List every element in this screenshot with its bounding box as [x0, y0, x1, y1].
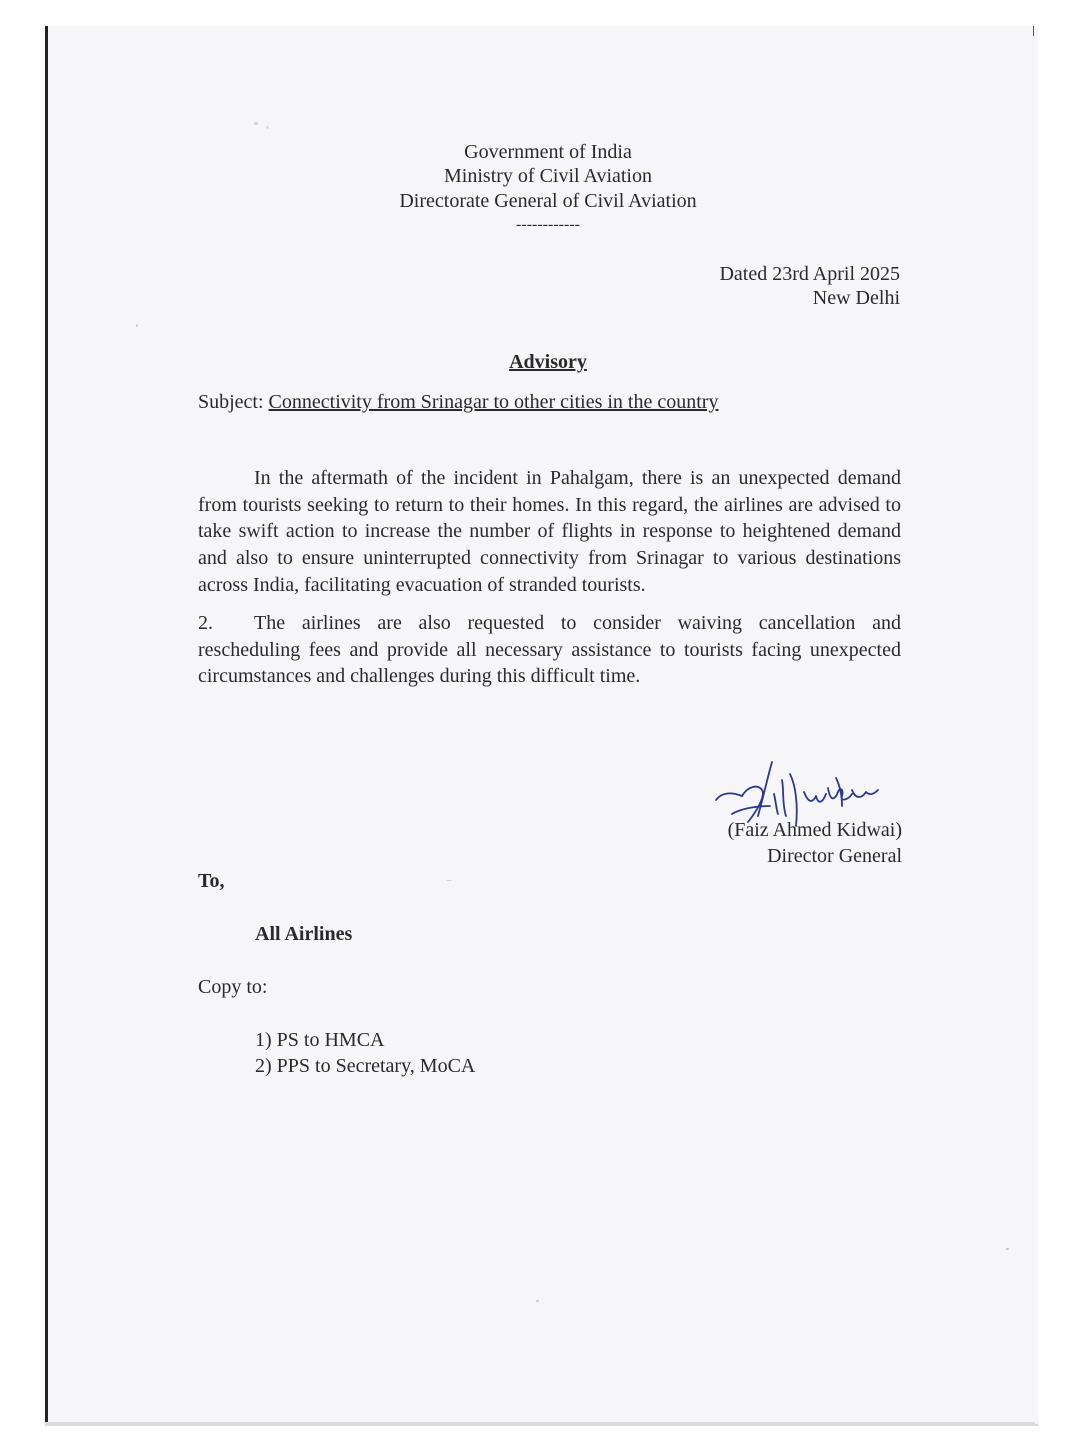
- header-directorate: Directorate General of Civil Aviation: [399, 190, 697, 212]
- scan-speck: [254, 122, 258, 125]
- document-date: Dated 23rd April 2025: [719, 263, 900, 285]
- scan-speck: [266, 126, 269, 129]
- subject-text: Connectivity from Srinagar to other cities in the country: [268, 391, 719, 413]
- paragraph-2-number: 2.: [198, 612, 213, 634]
- page-edge-mark: [1033, 26, 1034, 36]
- header-separator: ------------: [516, 216, 580, 233]
- scan-speck: [1006, 1248, 1009, 1250]
- copy-to-label: Copy to:: [198, 976, 268, 998]
- document-title: Advisory: [509, 351, 587, 373]
- signatory-name: (Faiz Ahmed Kidwai): [727, 819, 902, 841]
- document-place: New Delhi: [812, 287, 900, 309]
- page-bottom-edge: [45, 1422, 1035, 1426]
- paragraph-2: [198, 610, 901, 690]
- paragraph-1: In the aftermath of the incident in Pahalgam, there is an unexpected demand from tourists seeking to return to their homes. In this regard, the airlines are advised to take swift action to increase the number of flights in response to heightened demand and also to ensure uninterrupted connectivity from Srinagar to various destinations across India, facilitating evacuation of stranded tourists.: [198, 467, 901, 596]
- signatory-designation: Director General: [767, 845, 902, 867]
- to-label: To,: [198, 870, 225, 892]
- subject-line: [198, 389, 718, 415]
- paragraph-2-text: The airlines are also requested to consider waiving cancellation and rescheduling fees and provide all necessary assistance to tourists facing unexpected circumstances and challenges during this difficult time.: [198, 612, 901, 688]
- scan-speck: [136, 324, 138, 327]
- scan-speck: [536, 1300, 539, 1302]
- header-ministry: Ministry of Civil Aviation: [444, 165, 652, 187]
- copy-item: 1) PS to HMCA: [255, 1029, 385, 1051]
- copy-item: 2) PPS to Secretary, MoCA: [255, 1055, 476, 1077]
- recipient: All Airlines: [255, 923, 353, 945]
- header-government: Government of India: [464, 141, 632, 163]
- subject-label: Subject:: [198, 391, 264, 413]
- scan-speck: [446, 880, 452, 881]
